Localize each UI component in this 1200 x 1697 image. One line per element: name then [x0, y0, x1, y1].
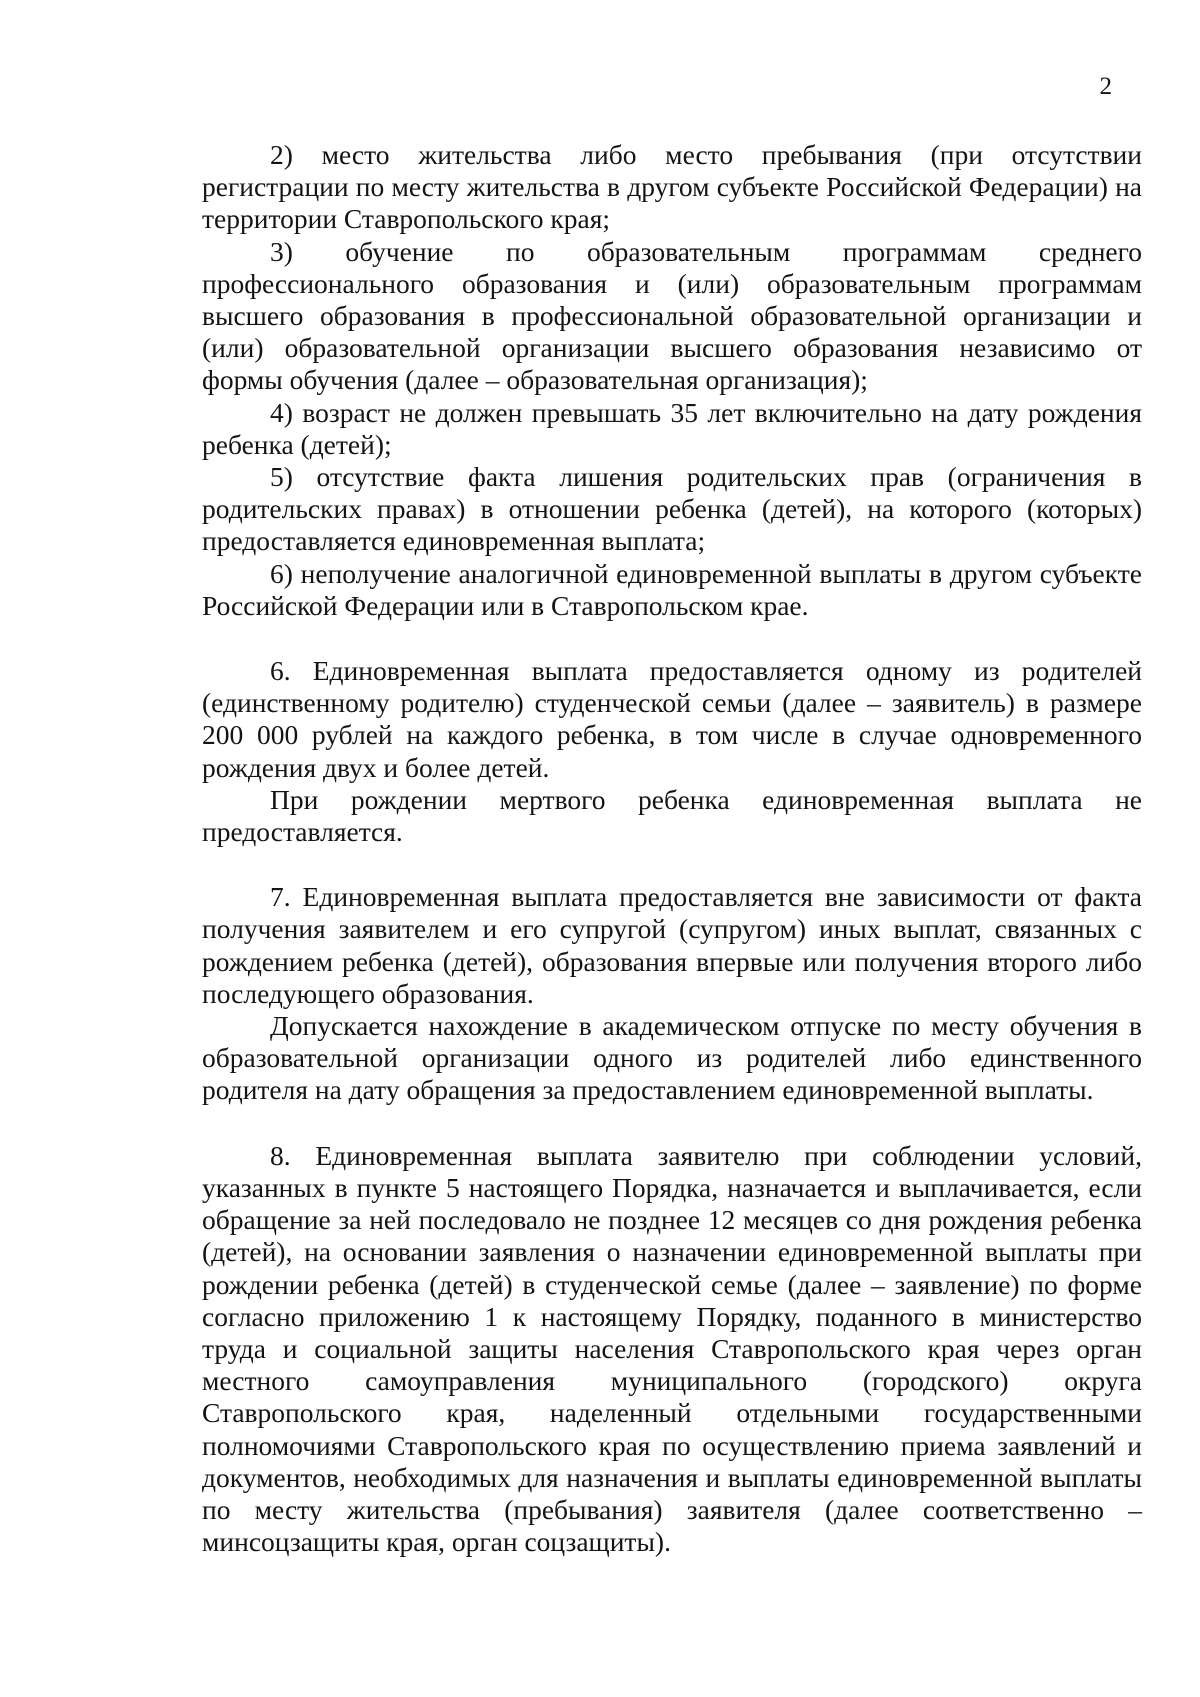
paragraph-item-6: 6) неполучение аналогичной единовременной выплаты в другом субъекте Российской Федерации или в Ставропольском крае.: [202, 557, 1142, 621]
document-body: [202, 139, 1142, 1558]
paragraph-clause-7: 7. Единовременная выплата предоставляется вне зависимости от факта получения заявителем и его супругой (супругом) иных выплат, связанных с рождением ребенка (детей), образования впервые или получения второго либо последующего образования.: [202, 881, 1142, 1009]
paragraph-clause-7-academic-leave: Допускается нахождение в академическом отпуске по месту обучения в образовательной организации одного из родителей либо единственного родителя на дату обращения за предоставлением единовременной выплаты.: [202, 1010, 1142, 1106]
paragraph-item-2: 2) место жительства либо место пребывания (при отсутствии регистрации по месту жительства в другом субъекте Российской Федерации) на территории Ставропольского края;: [202, 139, 1142, 235]
paragraph-clause-6: 6. Единовременная выплата предоставляется одному из родителей (единственному родителю) студенческой семьи (далее – заявитель) в размере 200 000 рублей на каждого ребенка, в том числе в случае одновременного рождения двух и более детей.: [202, 655, 1142, 783]
paragraph-clause-6-stillbirth: При рождении мертвого ребенка единовременная выплата не предоставляется.: [202, 783, 1142, 848]
paragraph-item-5: 5) отсутствие факта лишения родительских прав (ограничения в родительских правах) в отношении ребенка (детей), на которого (которых) предоставляется единовременная выплата;: [202, 461, 1142, 557]
paragraph-clause-8: 8. Единовременная выплата заявителю при соблюдении условий, указанных в пункте 5 настоящего Порядка, назначается и выплачивается, если обращение за ней последовало не позднее 12 месяцев со дня рождения ребенка (детей), на основании заявления о назначении единовременной выплаты при рождении ребенка (детей) в студенческой семье (далее – заявление) по форме согласно приложению 1 к настоящему Порядку, поданного в министерство труда и социальной защиты населения Ставропольского края через орган местного самоуправления муниципального (городского) округа Ставропольского края, наделенный отдельными государственными полномочиями Ставропольского края по осуществлению приема заявлений и документов, необходимых для назначения и выплаты единовременной выплаты по месту жительства (пребывания) заявителя (далее соответственно – минсоцзащиты края, орган соцзащиты).: [202, 1139, 1142, 1558]
paragraph-item-4: 4) возраст не должен превышать 35 лет включительно на дату рождения ребенка (детей);: [202, 396, 1142, 460]
paragraph-item-3: 3) обучение по образовательным программам среднего профессионального образования и (или) образовательным программам высшего образования в профессиональной образовательной организации и (или) образовательной организации высшего образования независимо от формы обучения (далее – образовательная организация);: [202, 235, 1142, 396]
page-number: 2: [1099, 73, 1112, 100]
